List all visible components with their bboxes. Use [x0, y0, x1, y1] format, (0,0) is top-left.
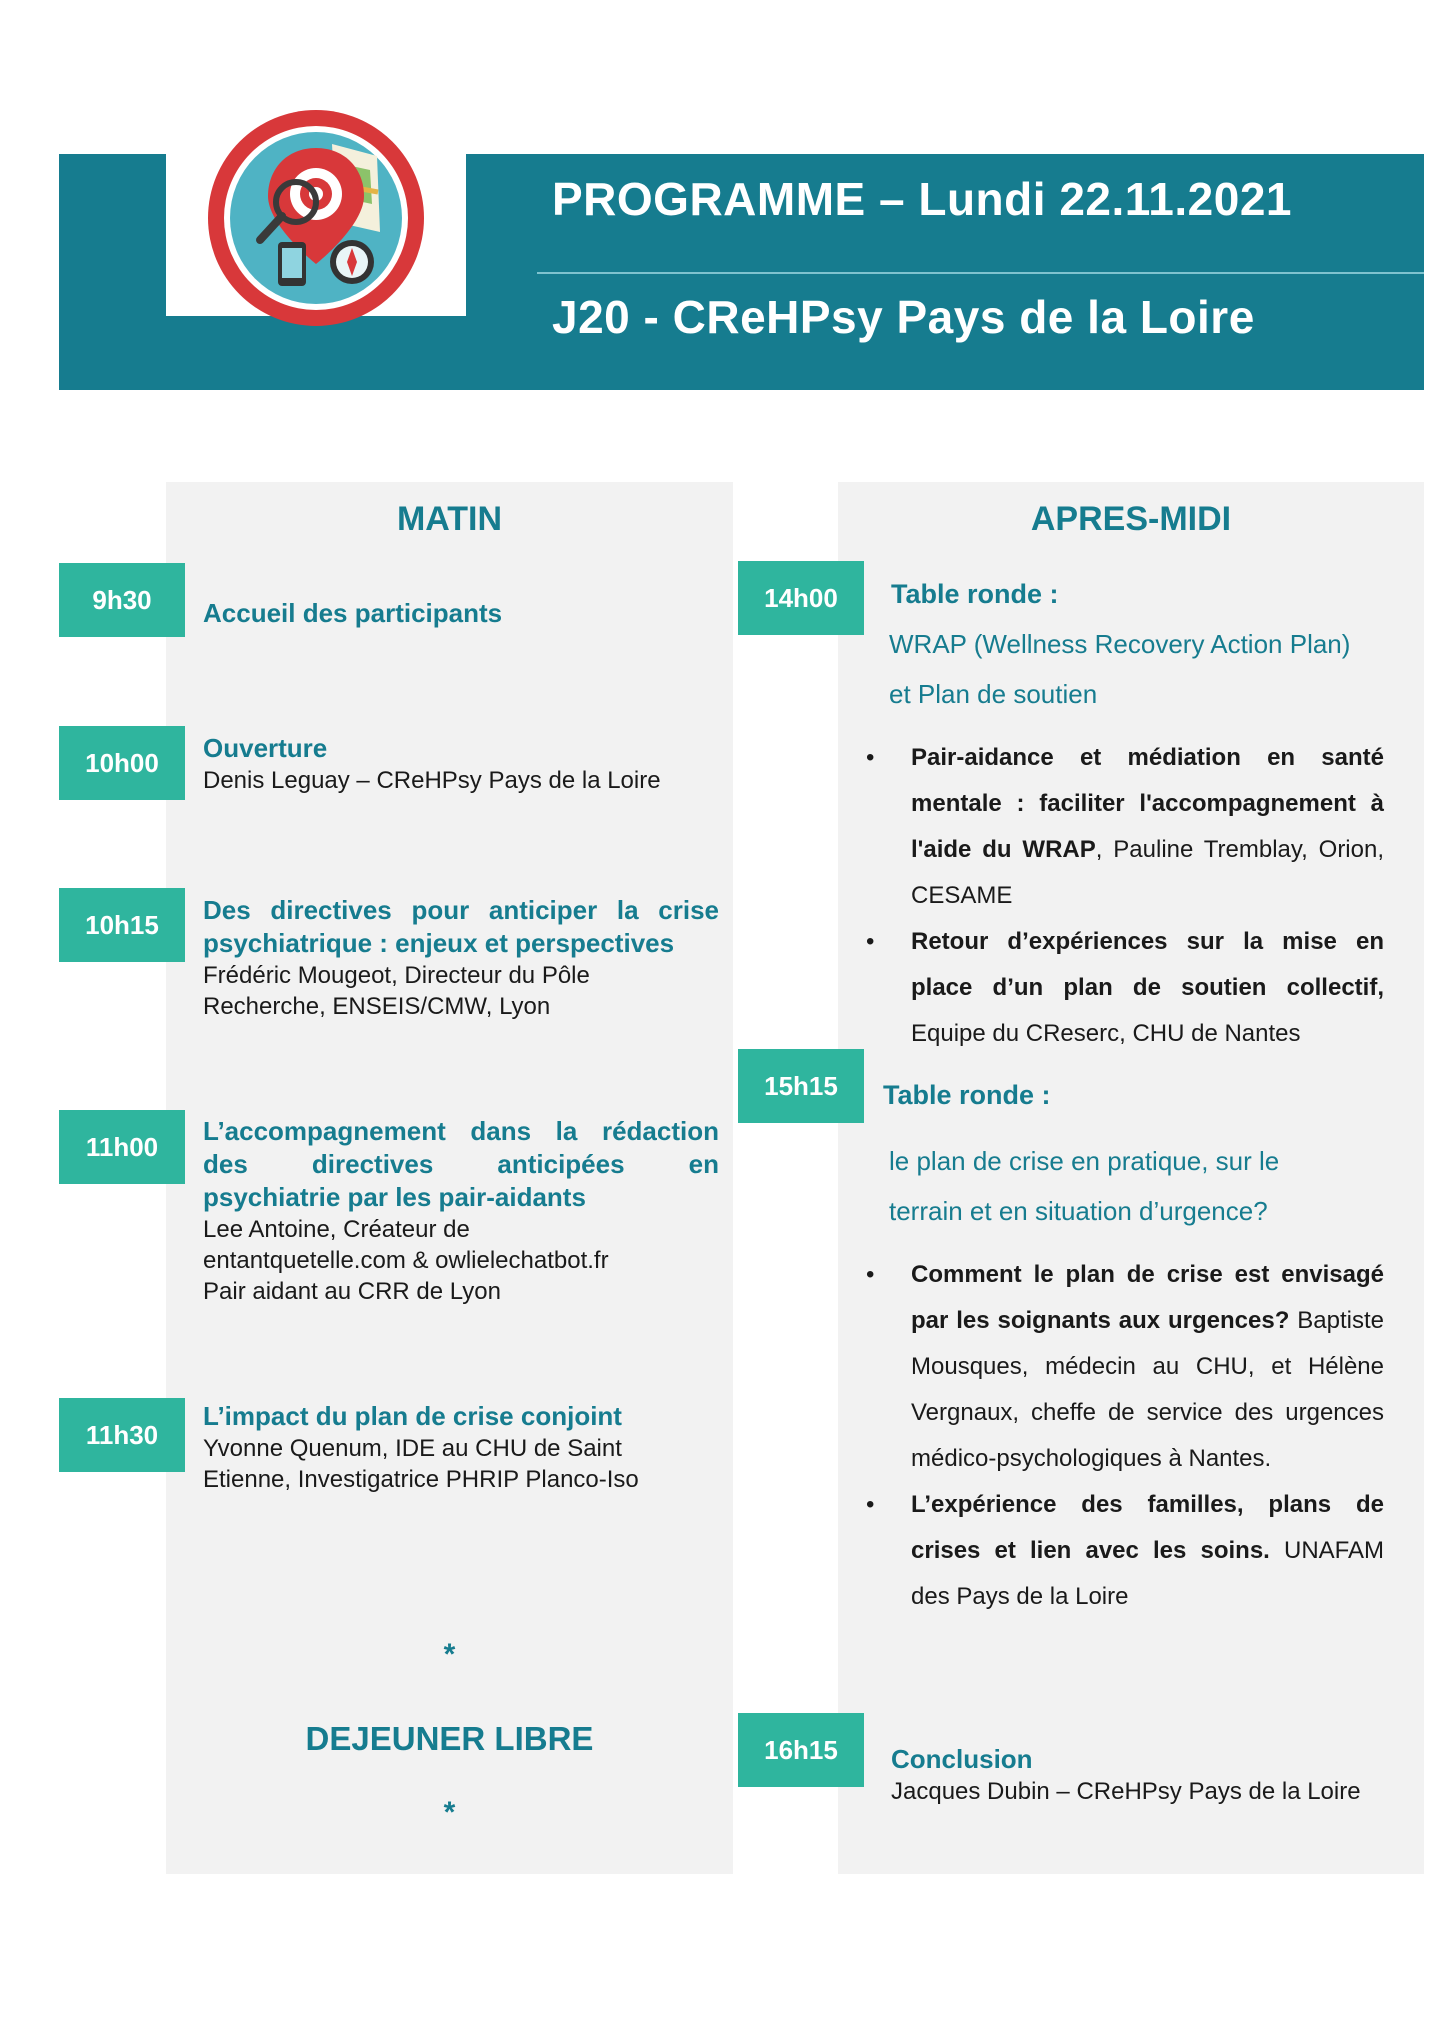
- time-badge: 11h00: [59, 1110, 185, 1184]
- session-speaker: Recherche, ENSEIS/CMW, Lyon: [203, 993, 551, 1020]
- header-divider: [537, 272, 1424, 274]
- lunch-label: DEJEUNER LIBRE: [305, 1720, 594, 1757]
- session-title: Accueil des participants: [203, 598, 503, 628]
- time-badge: 14h00: [738, 561, 864, 635]
- page-subtitle: J20 - CReHPsy Pays de la Loire: [552, 291, 1255, 343]
- talk-speaker: Equipe du CReserc, CHU de Nantes: [911, 1020, 1301, 1047]
- session-entry: [203, 1115, 719, 1307]
- time-badge: 10h15: [59, 888, 185, 962]
- talk-title: Retour d’expériences sur la mise en place d’un plan de soutien collectif,: [911, 928, 1384, 1001]
- session-entry: [203, 1400, 719, 1495]
- list-item: [860, 1252, 1384, 1482]
- list-item: [860, 919, 1384, 1057]
- session-speaker: Jacques Dubin – CReHPsy Pays de la Loire: [891, 1778, 1361, 1805]
- session-title: psychiatrie par les pair-aidants: [203, 1182, 586, 1212]
- time-badge: 11h30: [59, 1398, 185, 1472]
- session-speaker: entantquetelle.com & owlielechatbot.fr: [203, 1247, 609, 1274]
- session-title: L’accompagnement dans la rédaction: [203, 1116, 719, 1146]
- topic-line: le plan de crise en pratique, sur le: [889, 1146, 1280, 1176]
- session-title: L’impact du plan de crise conjoint: [203, 1401, 622, 1431]
- session-title: Des directives pour anticiper la crise: [203, 895, 719, 925]
- talk-speaker: Baptiste Mousques, médecin au CHU, et Hélène Vergnaux, cheffe de service des urgences médico-psychologiques à Nantes.: [911, 1307, 1385, 1472]
- talk-speaker: , Pauline Tremblay, Orion, CESAME: [911, 836, 1384, 909]
- separator-star: *: [443, 1638, 456, 1671]
- session-title: psychiatrique : enjeux et perspectives: [203, 928, 675, 958]
- session-title: des directives anticipées en: [203, 1149, 719, 1179]
- talk-title: L’expérience des familles, plans de crises et lien avec les soins.: [911, 1491, 1384, 1564]
- time-badge: 16h15: [738, 1713, 864, 1787]
- logo: [166, 104, 466, 316]
- afternoon-heading: APRES-MIDI: [1030, 500, 1232, 538]
- session-speaker: Etienne, Investigatrice PHRIP Planco-Iso: [203, 1466, 639, 1493]
- topic-line: et Plan de soutien: [889, 679, 1098, 709]
- session-entry: [203, 894, 719, 1022]
- session-speaker: Frédéric Mougeot, Directeur du Pôle: [203, 962, 590, 989]
- session-speaker: Denis Leguay – CReHPsy Pays de la Loire: [203, 767, 661, 794]
- talk-speaker: UNAFAM des Pays de la Loire: [911, 1537, 1384, 1610]
- topic-line: WRAP (Wellness Recovery Action Plan): [889, 629, 1351, 659]
- round-table-heading: Table ronde :: [883, 1080, 1051, 1110]
- session-entry: [891, 1743, 1361, 1807]
- session-entry: [203, 732, 719, 796]
- list-item: [860, 1482, 1384, 1620]
- separator-star: *: [443, 1796, 456, 1829]
- speaker-list: [860, 735, 1384, 1057]
- session-speaker: Pair aidant au CRR de Lyon: [203, 1278, 501, 1305]
- session-title: Conclusion: [891, 1744, 1033, 1774]
- session-title: Ouverture: [203, 733, 328, 763]
- morning-heading: MATIN: [396, 500, 503, 538]
- round-table-heading: Table ronde :: [891, 579, 1059, 609]
- talk-title: Comment le plan de crise est envisagé par les soignants aux urgences?: [911, 1261, 1384, 1334]
- session-speaker: Lee Antoine, Créateur de: [203, 1216, 470, 1243]
- round-table-topic: [889, 619, 1350, 719]
- time-badge: 9h30: [59, 563, 185, 637]
- session-speaker: Yvonne Quenum, IDE au CHU de Saint: [203, 1435, 622, 1462]
- location-pin-map-logo-icon: [202, 104, 430, 332]
- topic-line: terrain et en situation d’urgence?: [889, 1196, 1268, 1226]
- round-table-topic: [889, 1136, 1279, 1236]
- page-title: PROGRAMME – Lundi 22.11.2021: [552, 173, 1293, 225]
- time-badge: 10h00: [59, 726, 185, 800]
- talk-title: Pair-aidance et médiation en santé mentale : faciliter l'accompagnement à l'aide du WRAP: [911, 744, 1384, 863]
- speaker-list: [860, 1252, 1384, 1620]
- time-badge: 15h15: [738, 1049, 864, 1123]
- list-item: [860, 735, 1384, 919]
